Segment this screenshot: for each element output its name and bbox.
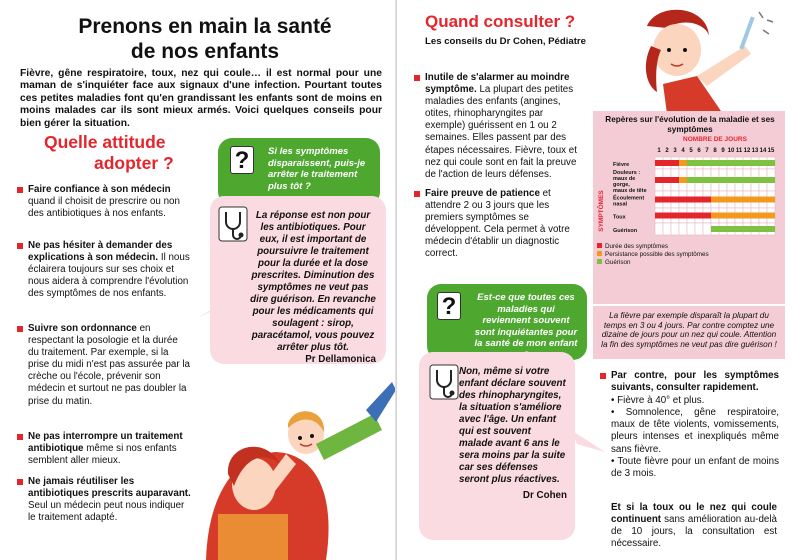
x-tick-label: 9 (721, 148, 725, 154)
answer-text: La réponse est non pour les antibiotiques. Pour eux, il est important de poursuivre le traitement pour la durée et la dose prescrites. Diminution des symptômes ne veut pas dire guérison. En revanche pour les médicaments qui soulagent : sirop, paracétamol, vous pouvez arrêter plus tôt. (250, 210, 376, 353)
urgent-item-text: Fièvre à 40° et plus. (617, 395, 705, 407)
advice-text: quand il choisit de prescrire ou non des antibiotiques à nos enfants. (28, 196, 180, 220)
x-tick-label: 3 (673, 148, 677, 154)
symptom-chart (593, 111, 785, 304)
section-heading-line-1: Quelle attitude (44, 132, 166, 152)
urgent-intro: Par contre, pour les symptômes suivants, consulter rapidement. (611, 370, 779, 394)
bullet-square-icon (414, 191, 420, 197)
advice-text: Il nous éclairera toujours sur ses choix et nous aidera à comprendre l'évolution des symptômes de nos enfants. (28, 252, 190, 300)
advice-item (28, 184, 188, 220)
legend-label: Durée des symptômes (605, 243, 668, 250)
legend-swatch (597, 243, 602, 248)
right-title: Quand consulter ? (425, 12, 576, 31)
woman-thermometer-illustration (627, 6, 777, 114)
right-subtitle: Les conseils du Dr Cohen, Pédiatre (425, 36, 587, 47)
advice-item (28, 431, 188, 467)
left-page (0, 0, 396, 560)
bar-segment (711, 197, 775, 203)
legend-swatch (597, 251, 602, 256)
section-heading-line-2: adopter ? (94, 153, 174, 173)
advice-bold: Faire preuve de patience (425, 188, 540, 199)
x-tick-label: 11 (735, 148, 743, 154)
x-tick-label: 1 (657, 148, 661, 154)
bullet-square-icon (17, 243, 23, 249)
final-bold: Et si la toux ou le nez qui coule continuent (611, 502, 777, 526)
symptom-chart-panel (593, 111, 785, 304)
bar-segment (655, 160, 679, 166)
bar-segment (655, 177, 679, 183)
advice-item (28, 240, 190, 300)
urgent-item-text: Somnolence, gêne respiratoire, maux de tête violents, vomissements, pleurs intenses et inexpliqués même sans fièvre. (611, 407, 779, 455)
final-text: sans amélioration au-delà de 10 jours, la consultation est nécessaire. (611, 514, 777, 550)
bullet-square-icon (17, 187, 23, 193)
page-title (30, 14, 380, 64)
bar-segment (655, 197, 711, 203)
legend-label: Persistance possible des symptômes (605, 251, 709, 258)
bar-segment (655, 213, 711, 219)
category-label: Douleurs : maux de gorge, maux de tête (613, 170, 647, 194)
answer-bubble (210, 196, 386, 364)
urgent-block (611, 370, 779, 480)
advice-bold: Ne jamais réutiliser les antibiotiques prescrits auparavant. (28, 476, 191, 500)
right-page (397, 0, 793, 560)
title-line-1: Prenons en main la santé (78, 15, 332, 38)
grid-cell (687, 223, 695, 235)
final-advice (611, 502, 777, 550)
advice-item (28, 476, 192, 524)
urgent-item: • Somnolence, gêne respiratoire, maux de tête violents, vomissements, pleurs intenses et inexpliqués même sans fièvre. (611, 407, 779, 455)
advice-text: La plupart des petites maladies des enfants (angines, otites, rhinopharyngites par exemple) guérissent en 1 ou 2 semaines. Elles passent par des étapes nécessaires. Fièvre, toux et nez qui coule sont en fait la preuve de l'action de leurs défenses. (425, 84, 577, 180)
advice-item (425, 72, 585, 181)
grid-cell (663, 223, 671, 235)
advice-bold: Ne pas hésiter à demander des explications à son médecin. (28, 240, 173, 264)
intro-paragraph: Fièvre, gêne respiratoire, toux, nez qui coule… il est normal pour une maman de s'inquiéter face aux signaux d'une infection. Pourtant toutes ces petites maladies font qu'en grandissant les enfants sont de moins en moins malades car ils sont mieux armés. Voici quelques conseils pour bien gérer la situation. (20, 68, 382, 129)
chart-title: Repères sur l'évolution de la maladie et ses symptômes (605, 115, 775, 134)
category-label: Toux (613, 214, 626, 221)
bullet-square-icon (414, 75, 420, 81)
x-tick-label: 13 (751, 148, 759, 154)
urgent-item: • Toute fièvre pour un enfant de moins de 3 mois. (611, 455, 779, 479)
advice-bold: Faire confiance à son médecin (28, 184, 171, 195)
x-tick-label: 12 (743, 148, 751, 154)
bar-segment (711, 213, 775, 219)
question-bubble (427, 284, 587, 360)
bar-segment (679, 177, 687, 183)
grid-cell (671, 223, 679, 235)
category-label: Fièvre (613, 162, 630, 168)
stethoscope-icon (429, 364, 459, 400)
grid-cell (703, 223, 711, 235)
bar-segment (687, 177, 775, 183)
title-line-2: de nos enfants (130, 40, 280, 63)
bullet-square-icon (600, 373, 606, 379)
advice-text: même si nos enfants semblent aller mieux. (28, 443, 177, 467)
section-heading (44, 132, 174, 174)
x-tick-label: 7 (705, 148, 709, 154)
answer-bubble (419, 352, 575, 540)
question-mark-icon: ? (437, 292, 461, 320)
x-tick-label: 2 (665, 148, 669, 154)
advice-bold: Ne pas interrompre un traitement antibiotique (28, 431, 183, 455)
question-text: Est-ce que toutes ces maladies qui reviennent souvent sont inquiétantes pour la santé de mon enfant (474, 292, 578, 349)
advice-bold: Suivre son ordonnance (28, 323, 137, 334)
grid-cell (679, 223, 687, 235)
grid-cell (695, 223, 703, 235)
stethoscope-icon (218, 206, 248, 242)
x-tick-label: 5 (689, 148, 693, 154)
bullet-square-icon (17, 326, 23, 332)
x-tick-label: 8 (713, 148, 717, 154)
advice-item (28, 323, 190, 408)
legend-label: Guérison (605, 259, 631, 266)
x-tick-label: 15 (767, 148, 775, 154)
bubble-tail (571, 426, 607, 456)
note-box: La fièvre par exemple disparaît la plupart du temps en 3 ou 4 jours. Par contre comptez une dizaine de jours pour un nez qui coule. Attention la fin des symptômes ne veut pas dire guérison ! (593, 304, 785, 359)
advice-bold: Inutile de s'alarmer au moindre symptôme. (425, 72, 570, 96)
advice-text: en respectant la posologie et la durée du traitement. Par exemple, si la prise du midi n'est pas assurée par la crèche ou l'école, prévenir son médecin et surtout ne pas doubler la prise du matin. (28, 323, 190, 407)
question-text: Si les symptômes disparaissent, puis-je arrêter le traitement plus tôt ? (268, 146, 366, 192)
grid-cell (655, 223, 663, 235)
y-axis-label: SYMPTÔMES (598, 190, 605, 232)
advice-item (425, 188, 585, 261)
bar-segment (679, 160, 687, 166)
bubble-tail (196, 290, 236, 320)
category-label: Guérison (613, 228, 638, 234)
urgent-item: • Fièvre à 40° et plus. (611, 395, 705, 407)
x-tick-label: 10 (727, 148, 735, 154)
bullet-square-icon (17, 479, 23, 485)
x-tick-label: 6 (697, 148, 701, 154)
legend-swatch (597, 259, 602, 264)
bar-segment (711, 226, 775, 232)
bar-segment (687, 160, 775, 166)
signature: Pr Dellamonica (305, 354, 376, 365)
urgent-item-text: Toute fièvre pour un enfant de moins de 3 mois. (611, 455, 779, 479)
signature: Dr Cohen (522, 490, 567, 501)
question-mark-icon: ? (230, 146, 254, 174)
x-tick-label: 4 (681, 148, 685, 154)
x-tick-label: 14 (759, 148, 767, 154)
category-label: Écoulement nasal (613, 195, 645, 208)
answer-text: Non, même si votre enfant déclare souvent des rhinopharyngites, la situation s'améliore avec l'âge. Un enfant qui est souvent malade avant 6 ans le sera moins par la suite car ses défenses seront plus réactives. (459, 366, 566, 485)
bullet-square-icon (17, 434, 23, 440)
mother-child-illustration (196, 374, 396, 560)
advice-text: et attendre 2 ou 3 jours que les premiers symptômes se développent. Cela permet à votre médecin d'établir un diagnostic correct. (425, 188, 570, 260)
advice-text: Seul un médecin peut nous indiquer le traitement adapté. (28, 500, 185, 524)
x-axis-label: NOMBRE DE JOURS (683, 136, 747, 143)
